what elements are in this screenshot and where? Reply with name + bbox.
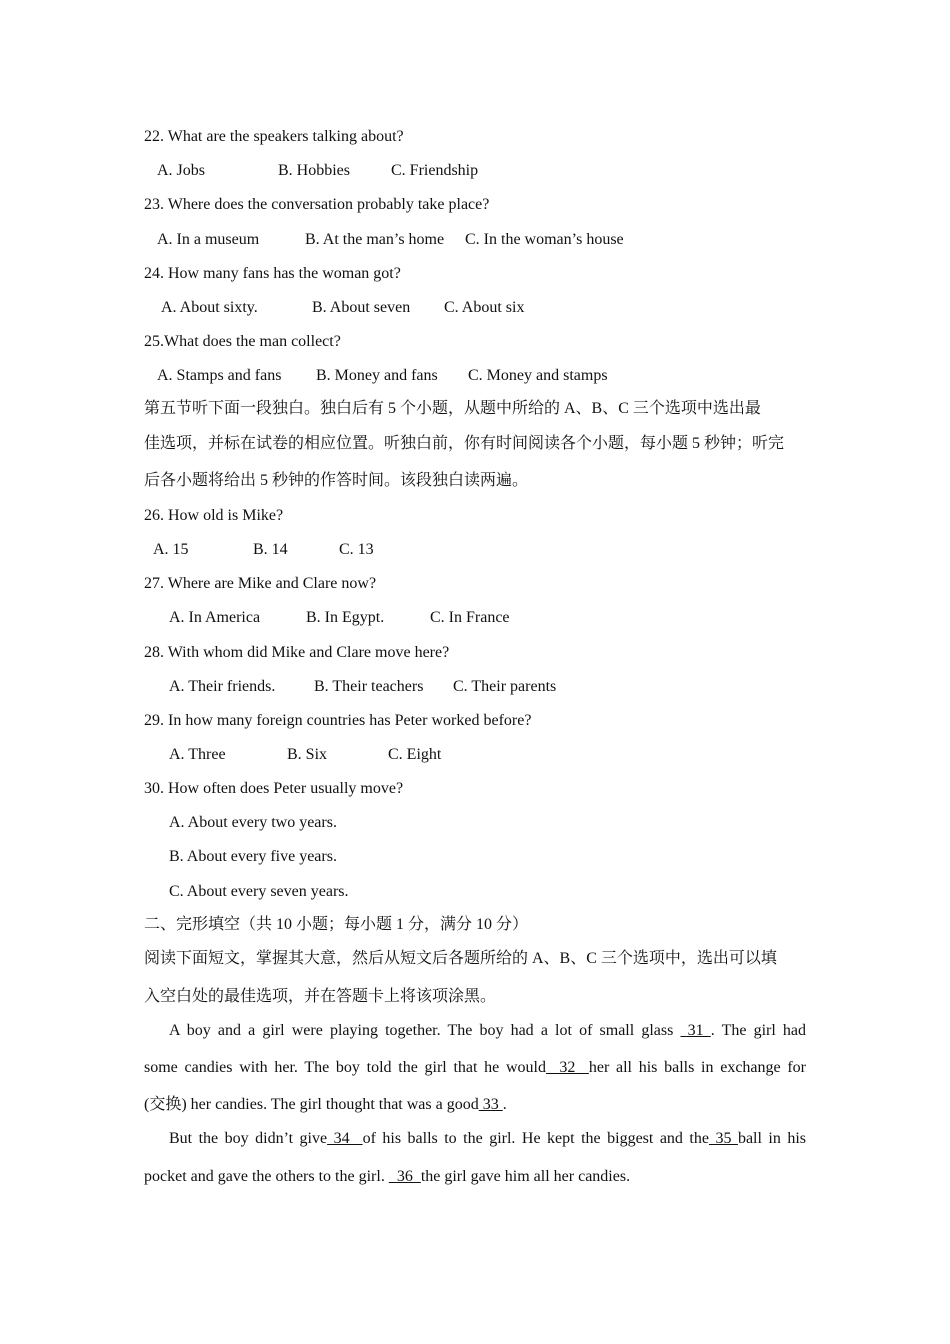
question-30-option-b: B. About every five years. [169, 848, 337, 865]
question-22-option-c: C. Friendship [391, 162, 479, 179]
section5-instruction-line3: 后各小题将给出 5 秒钟的作答时间。该段独白读两遍。 [144, 472, 529, 489]
question-24-option-b: B. About seven [312, 299, 411, 316]
passage-line-2: some candies with her. The boy told the girl that he would 32 her all his balls in exchange for [144, 1059, 806, 1076]
question-23-option-b: B. At the man’s home [305, 231, 445, 248]
question-29-stem: 29. In how many foreign countries has Peter worked before? [144, 712, 532, 729]
question-29-option-c: C. Eight [388, 746, 442, 763]
question-28-stem: 28. With whom did Mike and Clare move here? [144, 644, 450, 661]
question-26-option-c: C. 13 [339, 541, 374, 558]
part2-instruction-line2: 入空白处的最佳选项，并在答题卡上将该项涂黑。 [144, 988, 497, 1005]
passage-line-4: But the boy didn’t give 34 of his balls to the girl. He kept the biggest and the 35 ball in his [169, 1130, 807, 1147]
question-24-option-a: A. About sixty. [161, 299, 258, 316]
blank-34[interactable]: 34 [327, 1130, 363, 1147]
question-30-option-a: A. About every two years. [169, 814, 337, 831]
question-28-option-c: C. Their parents [453, 678, 557, 695]
question-28-option-b: B. Their teachers [314, 678, 424, 695]
question-26-option-a: A. 15 [153, 541, 189, 558]
question-25-option-a: A. Stamps and fans [157, 367, 282, 384]
question-24-stem: 24. How many fans has the woman got? [144, 265, 401, 282]
blank-35[interactable]: 35 [708, 1130, 738, 1147]
part2-instruction-line1: 阅读下面短文，掌握其大意，然后从短文后各题所给的 A、B、C 三个选项中，选出可以填 [144, 950, 777, 967]
blank-36[interactable]: 36 [388, 1168, 421, 1185]
question-27-option-b: B. In Egypt. [306, 609, 385, 626]
question-25-option-c: C. Money and stamps [468, 367, 608, 384]
blank-31[interactable]: 31 [680, 1022, 711, 1039]
question-25-option-b: B. Money and fans [316, 367, 438, 384]
question-23-option-a: A. In a museum [157, 231, 260, 248]
question-22-option-a: A. Jobs [157, 162, 206, 179]
question-26-option-b: B. 14 [253, 541, 288, 558]
question-27-option-a: A. In America [169, 609, 261, 626]
question-22-option-b: B. Hobbies [278, 162, 350, 179]
question-25-stem: 25.What does the man collect? [144, 333, 341, 350]
question-30-stem: 30. How often does Peter usually move? [144, 780, 404, 797]
question-29-option-a: A. Three [169, 746, 226, 763]
question-27-stem: 27. Where are Mike and Clare now? [144, 575, 377, 592]
passage-line-3: (交换) her candies. The girl thought that was a good 33 . [144, 1096, 507, 1113]
blank-33[interactable]: 33 [478, 1096, 503, 1113]
question-24-option-c: C. About six [444, 299, 525, 316]
question-27-option-c: C. In France [430, 609, 510, 626]
section5-instruction-line1: 第五节听下面一段独白。独白后有 5 个小题，从题中所给的 A、B、C 三个选项中选出最 [144, 400, 761, 417]
part2-heading: 二、完形填空（共 10 小题；每小题 1 分，满分 10 分） [144, 916, 529, 933]
question-26-stem: 26. How old is Mike? [144, 507, 284, 524]
section5-instruction-line2: 佳选项，并标在试卷的相应位置。听独白前，你有时间阅读各个小题，每小题 5 秒钟；听完 [144, 435, 785, 452]
passage-line-1: A boy and a girl were playing together. The boy had a lot of small glass 31 . The girl had [169, 1022, 807, 1039]
question-29-option-b: B. Six [287, 746, 328, 763]
question-22-stem: 22. What are the speakers talking about? [144, 128, 404, 145]
question-30-option-c: C. About every seven years. [169, 883, 349, 900]
question-23-option-c: C. In the woman’s house [465, 231, 624, 248]
question-23-stem: 23. Where does the conversation probably take place? [144, 196, 490, 213]
blank-32[interactable]: 32 [545, 1059, 589, 1076]
passage-line-5: pocket and gave the others to the girl. 36 the girl gave him all her candies. [144, 1168, 631, 1185]
question-28-option-a: A. Their friends. [169, 678, 276, 695]
